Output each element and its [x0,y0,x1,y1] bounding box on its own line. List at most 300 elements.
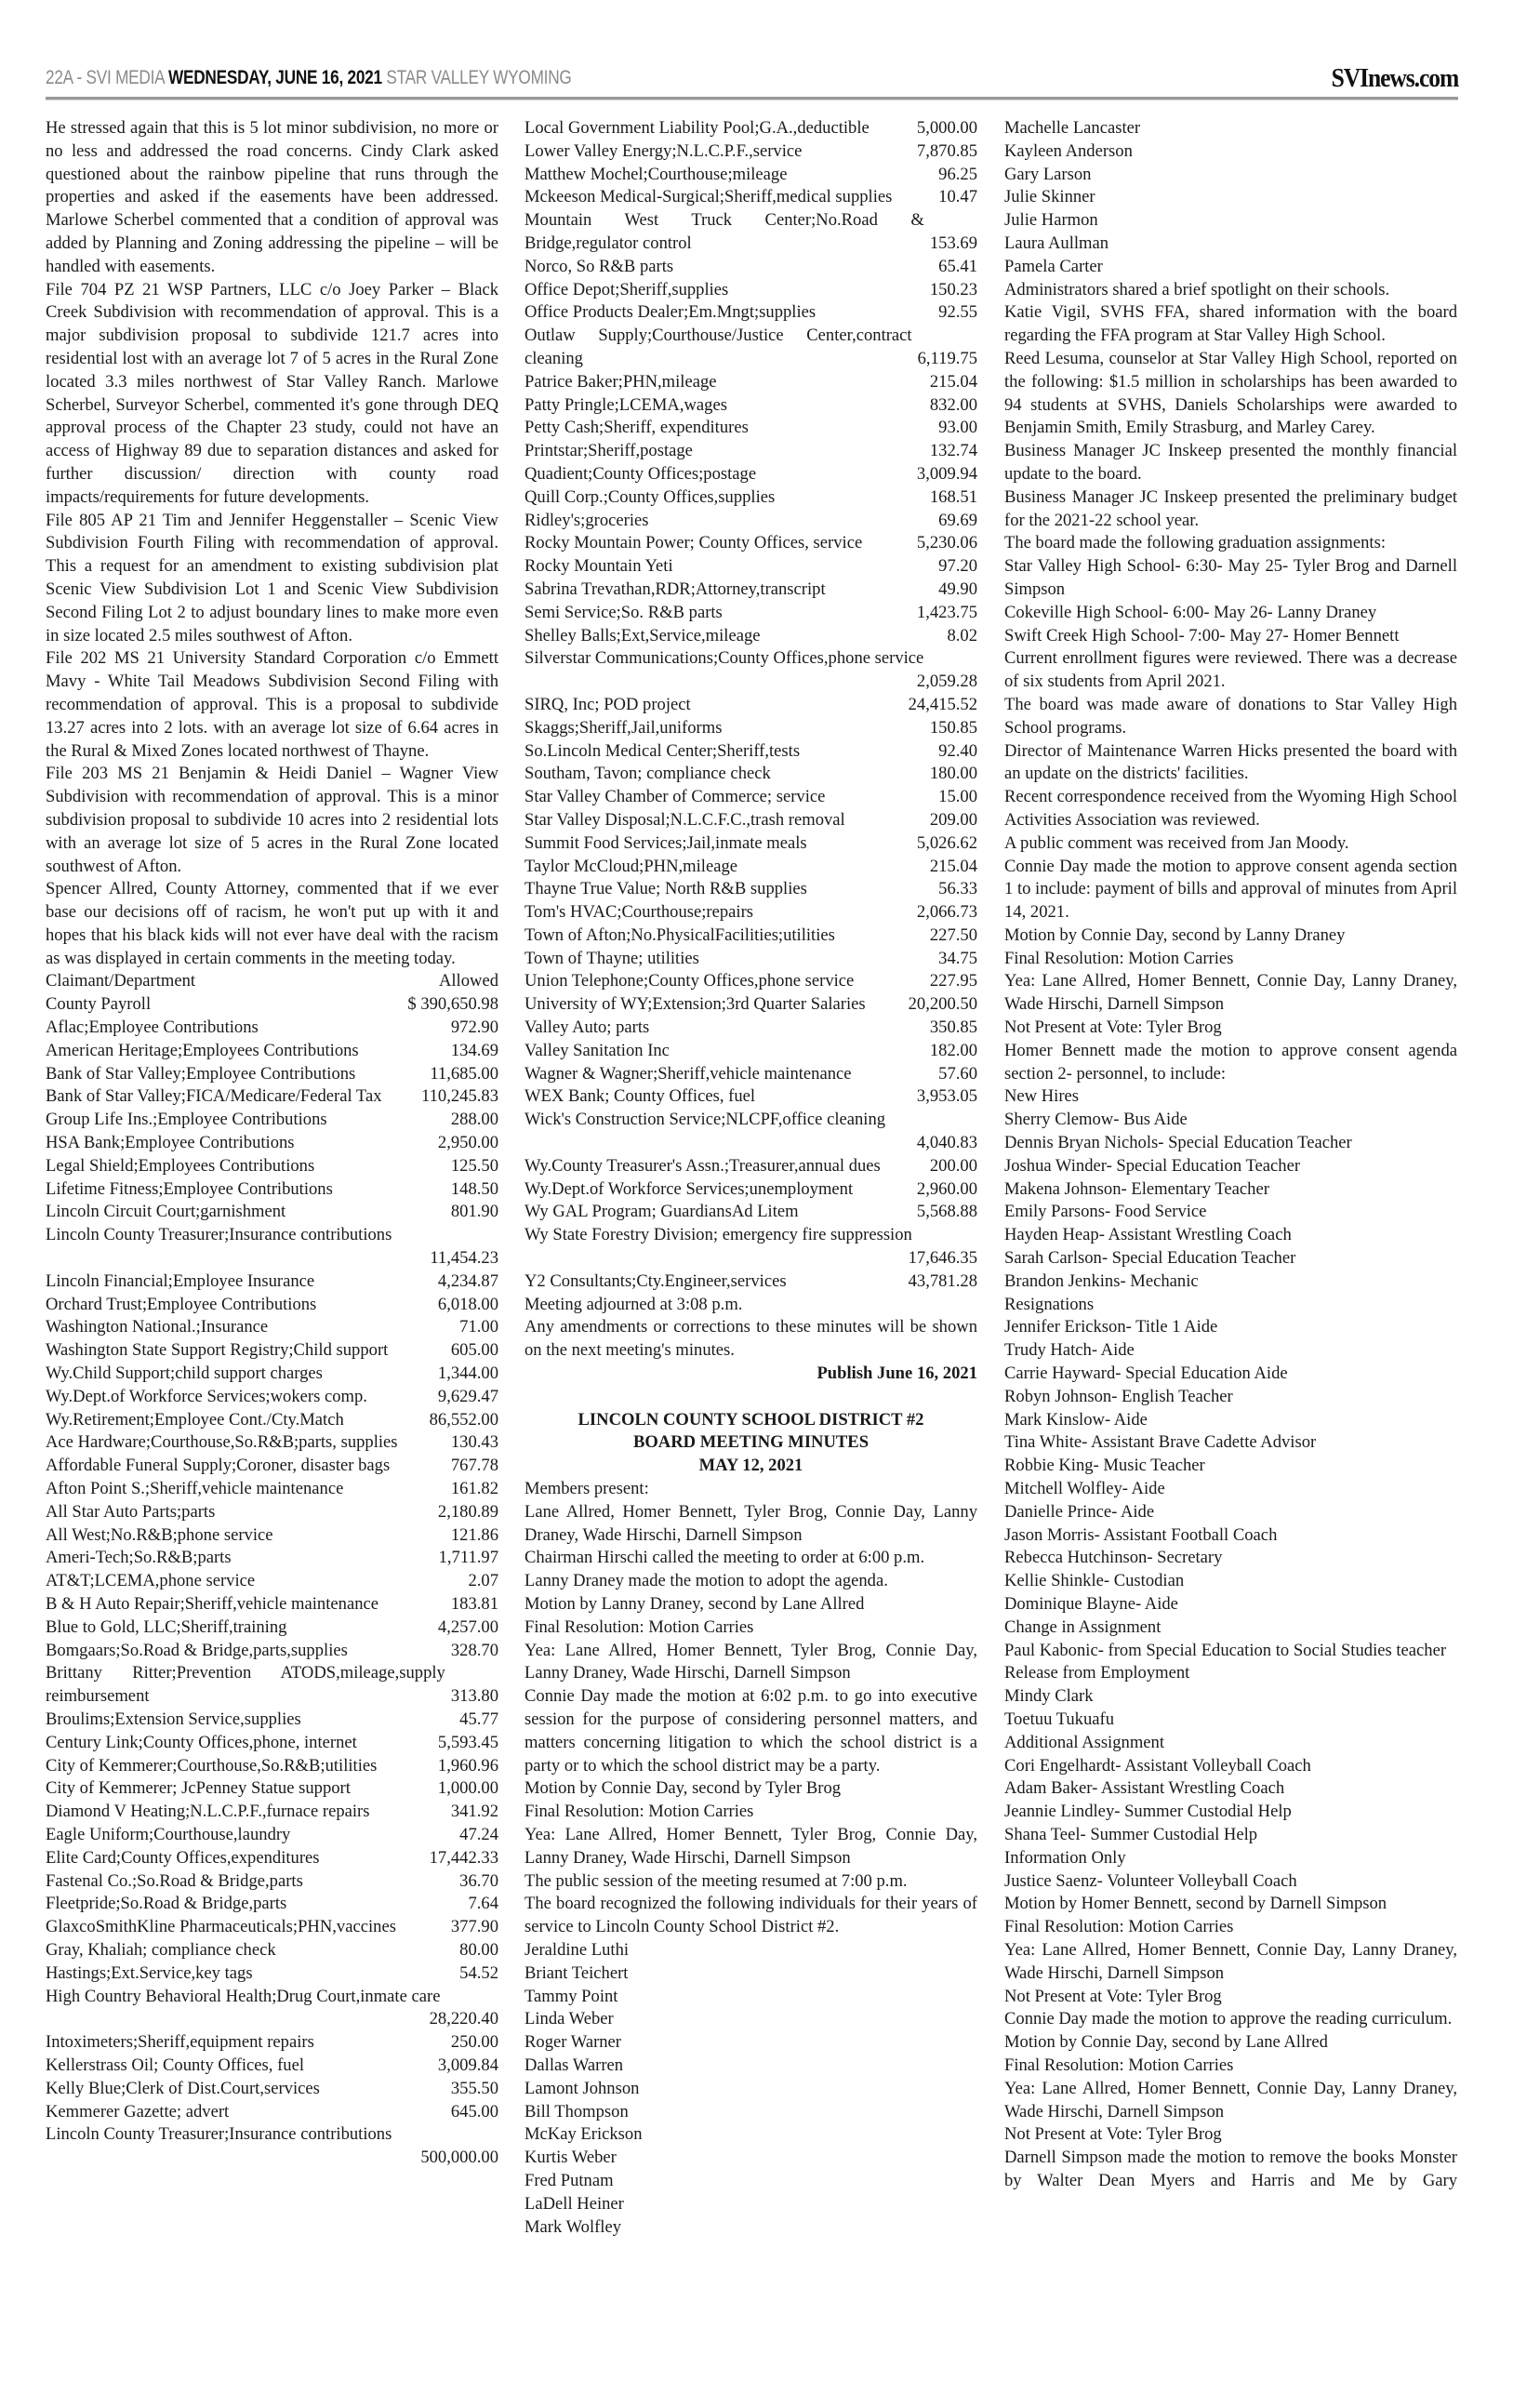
claimant-name: Lincoln County Treasurer;Insurance contributions [46,2124,392,2145]
claimant-name: Matthew Mochel;Courthouse;mileage [524,164,788,184]
paragraph: Sherry Clemow- Bus Aide [1004,1110,1188,1130]
paragraph: Makena Johnson- Elementary Teacher [1004,1178,1269,1199]
claim-entry [524,694,977,717]
claimant-name: Semi Service;So. R&B parts [524,602,723,622]
claim-amount: 182.00 [929,1040,977,1060]
claim-entry [524,209,977,256]
claim-entry [46,1593,498,1616]
claim-entry [524,970,977,993]
claimant-name: Lincoln County Treasurer;Insurance contributions [46,1225,392,1245]
claim-entry [46,1409,498,1432]
paragraph: Shana Teel- Summer Custodial Help [1004,1824,1258,1844]
claim-entry [46,1870,498,1894]
paragraph: Connie Day made the motion to approve consent agenda section 1 to include: payment of bills and approval of minutes from April 14, 2021. [1004,856,1457,923]
paragraph: Lamont Johnson [524,2078,640,2098]
paragraph: Final Resolution: Motion Carries [524,1802,754,1822]
claim-entry [524,1109,977,1155]
claim-entry [46,1777,498,1801]
claim-amount: 86,552.00 [429,1409,498,1430]
paragraph: Dallas Warren [524,2055,624,2075]
claimant-name: Washington State Support Registry;Child support [46,1340,389,1361]
paragraph: Additional Assignment [1004,1732,1164,1752]
claimant-name: Elite Card;County Offices,expenditures [46,1847,320,1868]
claim-amount: 972.90 [450,1018,498,1038]
claim-amount: 24,415.52 [908,694,977,714]
paragraph: Spencer Allred, County Attorney, commented that if we ever base our decisions off of racism, he won't put up with it and hopes that his black kids will not ever have deal with the racism as was displayed in certain comments in the meeting today. [46,879,498,968]
claimant-name: Wy.Child Support;child support charges [46,1363,323,1384]
claimant-name: Skaggs;Sheriff,Jail,uniforms [524,717,723,738]
claimant-name: Thayne True Value; North R&B supplies [524,879,807,899]
claim-amount: 134.69 [450,1040,498,1060]
paragraph: Fred Putnam [524,2170,614,2190]
claim-entry [524,856,977,879]
claim-entry [524,117,977,140]
claim-amount: 132.74 [929,441,977,461]
paragraph: Dominique Blayne- Aide [1004,1594,1178,1614]
claim-amount: 341.92 [450,1802,498,1822]
claim-amount: 10.47 [938,187,977,207]
claimant-name: Wagner & Wagner;Sheriff,vehicle maintenance [524,1063,852,1084]
paragraph: Tammy Point [524,1986,618,2006]
claim-amount: 5,593.45 [437,1732,498,1752]
claimant-name: Group Life Ins.;Employee Contributions [46,1110,327,1130]
paragraph: Not Present at Vote: Tyler Brog [1004,1018,1222,1038]
paragraph: New Hires [1004,1086,1080,1107]
claim-entry [524,625,977,648]
claim-entry [524,463,977,486]
paragraph: Swift Creek High School- 7:00- May 27- Homer Bennett [1004,625,1400,645]
claimant-name: Petty Cash;Sheriff, expenditures [524,418,749,438]
claim-entry [46,1640,498,1663]
paragraph: Toetuu Tukuafu [1004,1709,1115,1729]
claimant-name: Silverstar Communications;County Offices,phone service [524,648,924,669]
claim-amount: 645.00 [450,2101,498,2122]
claim-amount: 4,257.00 [437,1616,498,1637]
paragraph: Robbie King- Music Teacher [1004,1456,1205,1476]
claim-amount: 97.20 [938,556,977,577]
claimant-name: Orchard Trust;Employee Contributions [46,1294,317,1314]
claim-amount: 5,230.06 [916,533,977,553]
paragraph: Yea: Lane Allred, Homer Bennett, Connie Day, Lanny Draney, Wade Hirschi, Darnell Simpson [1004,2078,1457,2122]
claimant-name: High Country Behavioral Health;Drug Court,inmate care [46,1986,441,2006]
claim-amount: 2,960.00 [916,1178,977,1199]
paragraph: Dennis Bryan Nichols- Special Education Teacher [1004,1133,1352,1153]
claim-amount: 57.60 [938,1063,977,1084]
claim-entry [46,1085,498,1109]
claimant-name: Union Telephone;County Offices,phone service [524,971,855,991]
paragraph: Meeting adjourned at 3:08 p.m. [524,1294,743,1314]
claim-amount: 7,870.85 [916,140,977,161]
claim-amount: 3,953.05 [916,1086,977,1107]
claim-amount: 93.00 [938,418,977,438]
claim-entry [524,1201,977,1224]
paragraph: Kurtis Weber [524,2148,617,2168]
claimant-name: Mountain West Truck Center;No.Road & Bridge,regulator control [524,210,924,253]
section-spacer [524,1386,977,1409]
region-name: STAR VALLEY WYOMING [386,67,572,88]
claimant-name: Ridley's;groceries [524,510,649,530]
claim-amount: 80.00 [459,1939,498,1960]
claim-amount: 180.00 [929,764,977,784]
claim-amount: 15.00 [938,787,977,807]
claim-amount: 4,234.87 [437,1270,498,1291]
claimant-name: HSA Bank;Employee Contributions [46,1133,295,1153]
paragraph: Information Only [1004,1847,1126,1868]
paragraph: The board made the following graduation assignments: [1004,533,1386,553]
claim-entry [46,1132,498,1155]
claim-entry [46,1893,498,1916]
claimant-name: Wy State Forestry Division; emergency fire suppression [524,1225,912,1245]
claimant-name: Wy.Dept.of Workforce Services;unemployment [524,1178,854,1199]
claim-entry [46,1732,498,1755]
paragraph: Homer Bennett made the motion to approve consent agenda section 2- personnel, to include: [1004,1040,1457,1084]
claimant-name: Century Link;County Offices,phone, internet [46,1732,357,1752]
claim-amount: 161.82 [450,1479,498,1499]
claim-entry [46,2123,498,2170]
claim-entry [46,2031,498,2055]
claim-amount: 6,119.75 [917,348,977,368]
claim-amount: 17,646.35 [908,1248,977,1269]
paragraph: Connie Day made the motion at 6:02 p.m. to go into executive session for the purpose of considering personnel matters, and matters concerning litigation to which the school district is a party or to which the school district may be a party. [524,1686,977,1776]
claimant-name: Aflac;Employee Contributions [46,1018,259,1038]
column-3 [1004,117,1457,2193]
paragraph: Business Manager JC Inskeep presented the monthly financial update to the board. [1004,441,1457,484]
issue-date: WEDNESDAY, JUNE 16, 2021 [167,67,382,88]
paragraph: The board was made aware of donations to Star Valley High School programs. [1004,694,1457,738]
paragraph: Machelle Lancaster [1004,118,1141,138]
paragraph: Director of Maintenance Warren Hicks presented the board with an update on the districts' facilities. [1004,740,1457,784]
claim-amount: 69.69 [938,510,977,530]
claim-entry [524,440,977,463]
claimant-name: All Star Auto Parts;parts [46,1501,216,1522]
claim-entry [524,948,977,971]
claim-amount: 5,026.62 [916,832,977,853]
claimant-name: WEX Bank; County Offices, fuel [524,1086,756,1107]
claim-amount: 200.00 [929,1155,977,1176]
claim-amount: 110,245.83 [421,1086,498,1107]
claim-entry [46,1709,498,1732]
claimant-name: Norco, So R&B parts [524,256,674,276]
claim-amount: 17,442.33 [429,1847,498,1868]
claim-entry [46,1178,498,1202]
paragraph: Yea: Lane Allred, Homer Bennett, Connie Day, Lanny Draney, Wade Hirschi, Darnell Simpson [1004,971,1457,1015]
paragraph: The public session of the meeting resumed at 7:00 p.m. [524,1870,908,1891]
paragraph: Justice Saenz- Volunteer Volleyball Coach [1004,1870,1297,1891]
claim-entry [46,1824,498,1847]
claimant-name: Kemmerer Gazette; advert [46,2101,230,2122]
claim-amount: 5,568.88 [916,1202,977,1222]
claim-entry [524,602,977,625]
claim-amount: 2,180.89 [437,1501,498,1522]
paragraph: Yea: Lane Allred, Homer Bennett, Tyler Brog, Connie Day, Lanny Draney, Wade Hirschi, Darnell Simpson [524,1640,977,1683]
claim-entry [524,279,977,302]
paragraph: Recent correspondence received from the Wyoming High School Activities Association was reviewed. [1004,787,1457,830]
paragraph: Final Resolution: Motion Carries [1004,2055,1234,2075]
paragraph: Briant Teichert [524,1962,629,1983]
claim-amount: 377.90 [450,1917,498,1937]
claim-amount: 1,711.97 [438,1548,498,1568]
claim-entry [46,1155,498,1178]
paragraph: Gary Larson [1004,164,1092,184]
claimant-name: Afton Point S.;Sheriff,vehicle maintenance [46,1479,344,1499]
claim-entry [524,1178,977,1202]
claim-amount: Allowed [438,971,498,991]
claimant-name: Affordable Funeral Supply;Coroner, disaster bags [46,1456,391,1476]
paragraph: Bill Thompson [524,2101,629,2122]
section-heading: LINCOLN COUNTY SCHOOL DISTRICT #2 [578,1409,924,1430]
header-rule [46,97,1458,100]
claimant-name: Lincoln Circuit Court;garnishment [46,1202,286,1222]
claim-entry [46,1847,498,1870]
claim-amount: 832.00 [929,394,977,415]
paragraph: Administrators shared a brief spotlight on their schools. [1004,279,1390,299]
claim-amount: 2,950.00 [437,1133,498,1153]
claim-entry [524,740,977,764]
paragraph: File 704 PZ 21 WSP Partners, LLC c/o Joey Parker – Black Creek Subdivision with recommendation of approval. This is a major subdivision proposal to subdivide 121.7 acres into residential lost with an average lot 7 of 5 acres in the Rural Zone located 3.3 miles northwest of Star Valley Ranch. Marlowe Scherbel, Surveyor Scherbel, commented it's gone through DEQ approval process of the Chapter 23 study, could not have an access of Highway 89 due to separation distances and asked for further discussion/ direction with county road impacts/requirements for future developments. [46,279,498,507]
claimant-name: Southam, Tavon; compliance check [524,764,771,784]
claimant-name: City of Kemmerer; JcPenney Statue support [46,1778,351,1799]
paragraph: Jeraldine Luthi [524,1939,630,1960]
claimant-name: SIRQ, Inc; POD project [524,694,691,714]
claim-amount: 1,344.00 [437,1363,498,1384]
paragraph: Yea: Lane Allred, Homer Bennett, Tyler Brog, Connie Day, Lanny Draney, Wade Hirschi, Darnell Simpson [524,1824,977,1868]
paragraph: Mark Wolfley [524,2216,622,2237]
claim-amount: 215.04 [929,371,977,392]
paragraph: Members present: [524,1479,649,1499]
claim-amount: 92.40 [938,740,977,761]
paragraph: Katie Vigil, SVHS FFA, shared information with the board regarding the FFA program at Star Valley High School. [1004,302,1457,346]
claimant-name: Valley Sanitation Inc [524,1040,670,1060]
paragraph: Robyn Johnson- English Teacher [1004,1386,1233,1406]
claimant-name: Lifetime Fitness;Employee Contributions [46,1178,333,1199]
paragraph: Business Manager JC Inskeep presented the preliminary budget for the 2021-22 school year. [1004,486,1457,530]
paragraph: Kellie Shinkle- Custodian [1004,1571,1185,1591]
paragraph: Jason Morris- Assistant Football Coach [1004,1524,1278,1545]
claimant-name: Quill Corp.;County Offices,supplies [524,486,776,507]
paragraph: Connie Day made the motion to approve the reading curriculum. [1004,2009,1453,2029]
paragraph: Lanny Draney made the motion to adopt the agenda. [524,1571,888,1591]
claim-entry [524,832,977,856]
claimant-name: Blue to Gold, LLC;Sheriff,training [46,1616,287,1637]
paragraph: Motion by Connie Day, second by Lanny Draney [1004,924,1346,945]
claim-entry [46,2078,498,2101]
claim-amount: 96.25 [938,164,977,184]
paragraph: Darnell Simpson made the motion to remove the books Monster by Walter Dean Myers and Harris and Me by Gary [1004,2148,1457,2190]
claimant-name: Intoximeters;Sheriff,equipment repairs [46,2032,314,2053]
claimant-name: Brittany Ritter;Prevention ATODS,mileage,supply reimbursement [46,1663,445,1707]
claim-entry [46,1224,498,1270]
paragraph: Cokeville High School- 6:00- May 26- Lanny Draney [1004,602,1377,622]
claim-amount: 801.90 [450,1202,498,1222]
claimant-name: Bank of Star Valley;FICA/Medicare/Federal Tax [46,1086,382,1107]
claim-amount: 11,685.00 [430,1063,498,1084]
claimant-name: Patrice Baker;PHN,mileage [524,371,717,392]
column-2 [524,117,977,2239]
paragraph: Change in Assignment [1004,1616,1162,1637]
claim-entry [524,763,977,786]
claim-amount: 3,009.94 [916,463,977,484]
claim-entry [46,1755,498,1778]
paragraph: Julie Skinner [1004,187,1095,207]
paragraph: LaDell Heiner [524,2193,624,2214]
paragraph: File 202 MS 21 University Standard Corporation c/o Emmett Mavy - White Tail Meadows Subdivision Second Filing with recommendation of approval. This is a proposal to subdivide 13.27 acres into 2 lots. with an average lot size of 6.64 acres in the Rural & Mixed Zones located northwest of Thayne. [46,648,498,761]
paragraph: Mark Kinslow- Aide [1004,1409,1148,1430]
claim-amount: 313.80 [450,1686,498,1707]
claimant-name: Taylor McCloud;PHN,mileage [524,856,738,876]
claimant-name: Broulims;Extension Service,supplies [46,1709,301,1729]
claim-amount: 227.95 [929,971,977,991]
paragraph: Motion by Homer Bennett, second by Darnell Simpson [1004,1894,1387,1914]
claim-entry [46,1962,498,1986]
claim-amount: 2,066.73 [916,902,977,923]
claim-amount: 3,009.84 [437,2055,498,2075]
claim-entry [524,809,977,832]
claimant-name: Wy.County Treasurer's Assn.;Treasurer,annual dues [524,1155,881,1176]
claim-entry [46,1916,498,1939]
claim-amount: 65.41 [938,256,977,276]
claimant-name: Kelly Blue;Clerk of Dist.Court,services [46,2078,320,2098]
claim-entry [46,1363,498,1386]
claim-entry [524,1085,977,1109]
paragraph: Current enrollment figures were reviewed. There was a decrease of six students from April 2021. [1004,648,1457,692]
claimant-name: University of WY;Extension;3rd Quarter Salaries [524,994,866,1015]
claimant-name: Valley Auto; parts [524,1018,650,1038]
paragraph: Not Present at Vote: Tyler Brog [1004,2124,1222,2145]
claim-entry [524,256,977,279]
claim-entry [524,510,977,533]
claimant-name: County Payroll [46,994,152,1015]
paragraph: Release from Employment [1004,1663,1190,1683]
claim-amount: 215.04 [929,856,977,876]
claim-amount: 350.85 [929,1018,977,1038]
claim-amount: 20,200.50 [908,994,977,1015]
paragraph: Yea: Lane Allred, Homer Bennett, Connie Day, Lanny Draney, Wade Hirschi, Darnell Simpson [1004,1939,1457,1983]
paragraph: Reed Lesuma, counselor at Star Valley High School, reported on the following: $1.5 million in scholarships has been awarded to 94 students at SVHS, Daniels Scholarships were awarded to Benjamin Smith, Emily Strasburg, and Marley Carey. [1004,348,1457,438]
paragraph: Roger Warner [524,2032,621,2053]
paragraph: Final Resolution: Motion Carries [524,1616,754,1637]
claim-amount: 36.70 [459,1870,498,1891]
claimant-name: Mckeeson Medical-Surgical;Sheriff,medical supplies [524,187,893,207]
claimant-name: Town of Thayne; utilities [524,948,699,968]
claim-entry [46,1386,498,1409]
claimant-name: Y2 Consultants;Cty.Engineer,services [524,1270,787,1291]
claimant-name: Shelley Balls;Ext,Service,mileage [524,625,761,645]
paragraph: Star Valley High School- 6:30- May 25- Tyler Brog and Darnell Simpson [1004,556,1457,599]
claim-entry [46,1616,498,1640]
claim-amount: 56.33 [938,879,977,899]
claim-amount: 125.50 [450,1155,498,1176]
claim-entry [46,993,498,1017]
claim-entry [46,1040,498,1063]
claim-amount: 168.51 [929,486,977,507]
paragraph: Jennifer Erickson- Title 1 Aide [1004,1317,1218,1337]
claim-entry [524,140,977,164]
paragraph: Paul Kabonic- from Special Education to Social Studies teacher [1004,1640,1447,1660]
claim-amount: 150.85 [929,717,977,738]
claim-amount: 9,629.47 [437,1386,498,1406]
claim-entry [46,1501,498,1524]
paragraph: Brandon Jenkins- Mechanic [1004,1270,1199,1291]
claim-entry [524,717,977,740]
claimant-name: Sabrina Trevathan,RDR;Attorney,transcript [524,579,826,599]
page-header [46,65,1458,97]
claimant-name: Rocky Mountain Power; County Offices, service [524,533,863,553]
claimant-name: Lower Valley Energy;N.L.C.P.F.,service [524,140,803,161]
claim-amount: 71.00 [459,1317,498,1337]
claim-amount: 153.69 [929,233,977,253]
claimant-name: Ace Hardware;Courthouse,So.R&B;parts, supplies [46,1432,398,1453]
paragraph: Not Present at Vote: Tyler Brog [1004,1986,1222,2006]
paragraph: A public comment was received from Jan Moody. [1004,832,1349,853]
claim-entry [524,1224,977,1270]
claimant-name: Fastenal Co.;So.Road & Bridge,parts [46,1870,303,1891]
claim-entry [524,164,977,187]
claim-amount: 6,018.00 [437,1294,498,1314]
claim-entry [46,1524,498,1548]
claimant-name: B & H Auto Repair;Sheriff,vehicle maintenance [46,1594,379,1614]
claimant-name: Wy.Retirement;Employee Cont./Cty.Match [46,1409,344,1430]
paragraph: Motion by Connie Day, second by Lane Allred [1004,2032,1328,2053]
site-logo[interactable]: SVInews.com [1331,63,1458,93]
claim-entry [46,1294,498,1317]
claim-entry [46,1801,498,1824]
paragraph: Mindy Clark [1004,1686,1094,1707]
claim-entry [46,1662,498,1709]
paragraph: Danielle Prince- Aide [1004,1501,1155,1522]
claimant-name: Patty Pringle;LCEMA,wages [524,394,727,415]
claimant-name: All West;No.R&B;phone service [46,1524,273,1545]
claimant-name: Town of Afton;No.PhysicalFacilities;utilities [524,924,835,945]
claimant-name: Star Valley Disposal;N.L.C.F.C.,trash removal [524,809,845,830]
claim-amount: 183.81 [450,1594,498,1614]
claim-amount: 328.70 [450,1640,498,1660]
publish-line: Publish June 16, 2021 [816,1363,977,1384]
paragraph: File 805 AP 21 Tim and Jennifer Heggenstaller – Scenic View Subdivision Fourth Filing with recommendation of approval. This a request for an amendment to existing subdivision plat Scenic View Subdivision Lot 1 and Scenic View Subdivision Second Filing Lot 2 to adjust boundary lines to make more even in size located 2.5 miles southwest of Afton. [46,510,498,645]
claimant-name: Hastings;Ext.Service,key tags [46,1962,253,1983]
claim-entry [524,901,977,924]
claim-amount: 605.00 [450,1340,498,1361]
claimant-name: AT&T;LCEMA,phone service [46,1571,256,1591]
claim-entry [46,1431,498,1455]
claimant-name: Wick's Construction Service;NLCPF,office cleaning [524,1110,886,1130]
paragraph: The board recognized the following individuals for their years of service to Lincoln County School District #2. [524,1894,977,1937]
claimant-name: GlaxcoSmithKline Pharmaceuticals;PHN,vaccines [46,1917,396,1937]
claimant-name: Tom's HVAC;Courthouse;repairs [524,902,753,923]
paragraph: Laura Aullman [1004,233,1109,253]
claim-amount: 209.00 [929,809,977,830]
claim-entry [524,371,977,394]
claim-entry [46,1547,498,1570]
claimant-name: Outlaw Supply;Courthouse/Justice Center,contract cleaning [524,326,912,368]
paragraph: Sarah Carlson- Special Education Teacher [1004,1248,1296,1269]
paragraph: Trudy Hatch- Aide [1004,1340,1135,1361]
claim-entry [46,970,498,993]
claim-amount: 47.24 [459,1824,498,1844]
claim-entry [524,532,977,555]
claim-amount: 130.43 [450,1432,498,1453]
claim-entry [524,325,977,371]
claim-entry [524,878,977,901]
claim-entry [46,1986,498,2032]
claim-entry [46,1017,498,1040]
claim-entry [46,1063,498,1086]
claim-amount: 43,781.28 [908,1270,977,1291]
claimant-name: Quadient;County Offices;postage [524,463,757,484]
claim-amount: 2.07 [468,1571,498,1591]
claim-amount: 227.50 [929,924,977,945]
claim-entry [524,993,977,1017]
claimant-name: Office Products Dealer;Em.Mngt;supplies [524,302,816,323]
